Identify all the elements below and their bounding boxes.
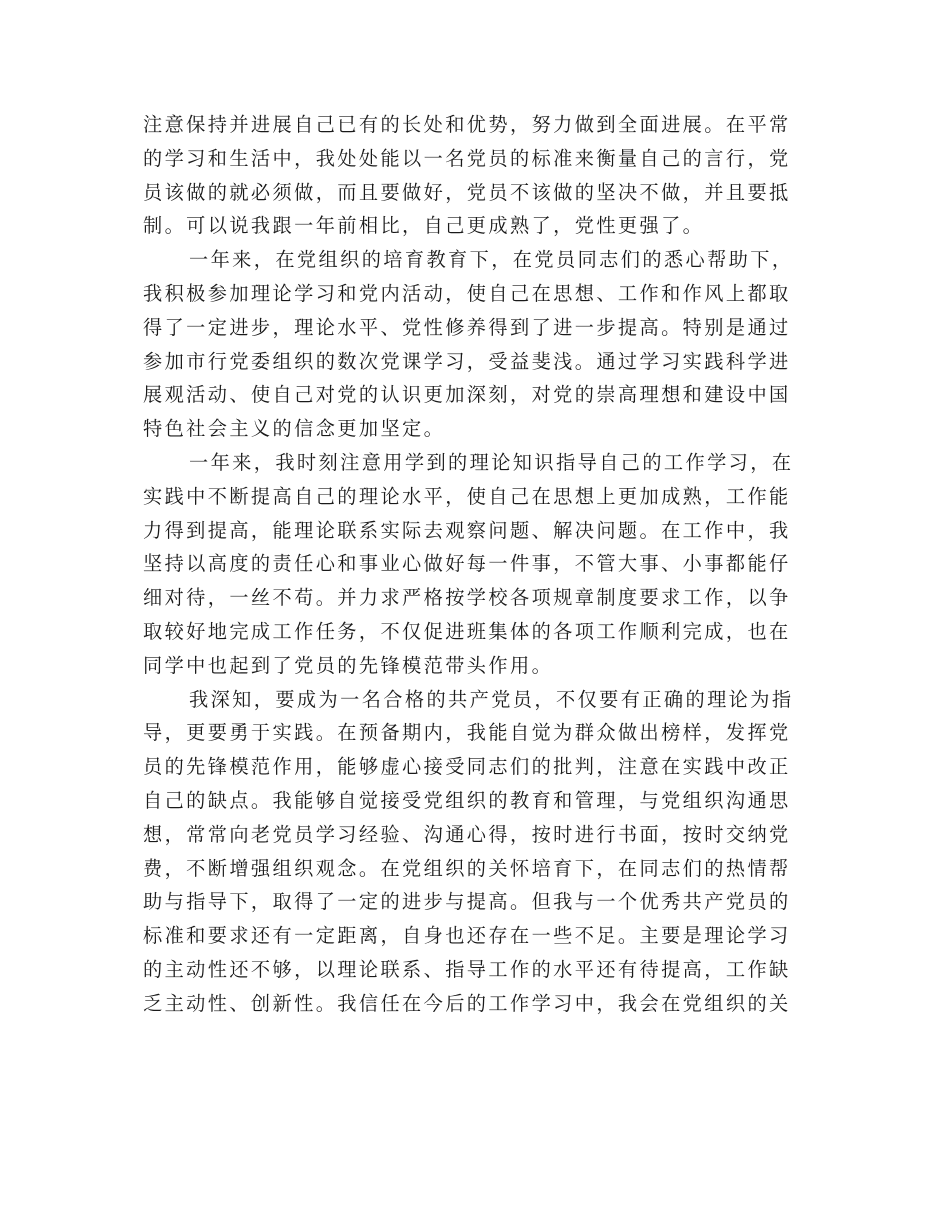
document-body — [143, 108, 793, 1021]
text-line: 得了一定进步，理论水平、党性修养得到了进一步提高。特别是通过 — [143, 315, 791, 339]
text-line: 取较好地完成工作任务，不仅促进班集体的各项工作顺利完成，也在 — [143, 619, 791, 643]
text-line: 导，更要勇于实践。在预备期内，我能自觉为群众做出榜样，发挥党 — [143, 721, 791, 745]
text-line: 注意保持并进展自己已有的长处和优势，努力做到全面进展。在平常 — [143, 113, 791, 136]
text-line: 助与指导下，取得了一定的进步与提高。但我与一个优秀共产党员的 — [143, 890, 791, 914]
text-line: 员的先锋模范作用，能够虚心接受同志们的批判，注意在实践中改正 — [143, 755, 791, 779]
text-line: 参加市行党委组织的数次党课学习，受益斐浅。通过学习实践科学进 — [143, 349, 791, 373]
text-line: 的主动性还不够，以理论联系、指导工作的水平还有待提高，工作缺 — [143, 957, 791, 981]
text-line: 费，不断增强组织观念。在党组织的关怀培育下，在同志们的热情帮 — [143, 856, 791, 880]
paragraph-start-line: 一年来，在党组织的培育教育下，在党员同志们的悉心帮助下， — [189, 248, 794, 272]
text-line: 想，常常向老党员学习经验、沟通心得，按时进行书面，按时交纳党 — [143, 822, 791, 846]
text-line: 员该做的就必须做，而且要做好，党员不该做的坚决不做，并且要抵 — [143, 180, 791, 204]
text-line: 乏主动性、创新性。我信任在今后的工作学习中，我会在党组织的关 — [143, 991, 791, 1015]
text-line: 细对待，一丝不苟。并力求严格按学校各项规章制度要求工作，以争 — [143, 586, 791, 610]
text-line: 展观活动、使自己对党的认识更加深刻，对党的崇高理想和建设中国 — [143, 383, 791, 407]
text-line: 力得到提高，能理论联系实际去观察问题、解决问题。在工作中，我 — [143, 518, 791, 542]
paragraph-start-line: 我深知，要成为一名合格的共产党员，不仅要有正确的理论为指 — [189, 687, 794, 711]
text-line: 标准和要求还有一定距离，自身也还存在一些不足。主要是理论学习 — [143, 924, 791, 948]
text-line: 自己的缺点。我能够自觉接受党组织的教育和管理，与党组织沟通思 — [143, 788, 791, 812]
text-line: 我积极参加理论学习和党内活动，使自己在思想、工作和作风上都取 — [143, 281, 791, 305]
text-line: 制。可以说我跟一年前相比，自己更成熟了，党性更强了。 — [143, 214, 705, 238]
text-line: 实践中不断提高自己的理论水平，使自己在思想上更加成熟，工作能 — [143, 484, 791, 508]
text-line: 的学习和生活中，我处处能以一名党员的标准来衡量自己的言行，党 — [143, 146, 791, 170]
paragraph-start-line: 一年来，我时刻注意用学到的理论知识指导自己的工作学习，在 — [189, 450, 794, 474]
text-line: 同学中也起到了党员的先锋模范带头作用。 — [143, 653, 554, 677]
text-line: 特色社会主义的信念更加坚定。 — [143, 417, 446, 441]
text-line: 坚持以高度的责任心和事业心做好每一件事，不管大事、小事都能仔 — [143, 552, 791, 576]
